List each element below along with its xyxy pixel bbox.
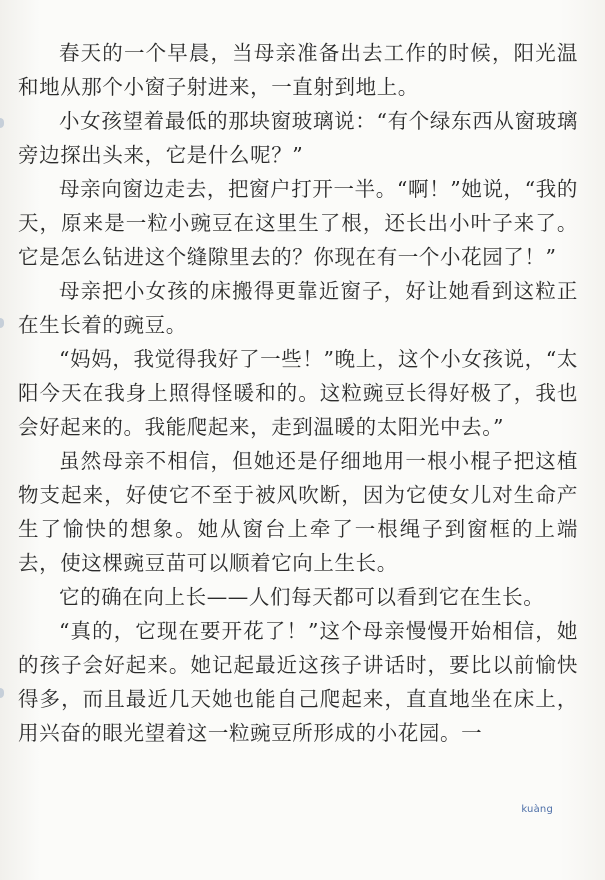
margin-binding-mark	[0, 318, 4, 328]
story-text	[18, 36, 578, 750]
margin-binding-mark	[0, 118, 4, 128]
paragraph: 虽然母亲不相信，但她还是仔细地用一根小棍子把这植物支起来，好使它不至于被风吹断，因为它使女儿对生命产生了愉快的想象。她从窗台上牵了一根绳子到窗框的上端去，使这棵豌豆苗可以顺着它向上生长。	[18, 449, 578, 575]
paragraph: 春天的一个早晨，当母亲准备出去工作的时候，阳光温和地从那个小窗子射进来，一直射到地上。	[18, 41, 578, 99]
paragraph: 母亲把小女孩的床搬得更靠近窗子，好让她看到这粒正在生长着的豌豆。	[18, 279, 578, 337]
pinyin-annotation: kuàng	[521, 804, 553, 815]
paragraph: “真的，它现在要开花了！”这个母亲慢慢开始相信，她的孩子会好起来。她记起最近这孩子讲话时，要比以前愉快得多，而且最近几天她也能自己爬起来，直直地坐在床上，用兴奋的眼光望着这一粒豌豆所形成的小花园。一	[18, 619, 578, 745]
margin-binding-mark	[0, 688, 4, 698]
paragraph: 小女孩望着最低的那块窗玻璃说：“有个绿东西从窗玻璃旁边探出头来，它是什么呢？”	[18, 109, 578, 167]
paragraph: “妈妈，我觉得我好了一些！”晚上，这个小女孩说，“太阳今天在我身上照得怪暖和的。这粒豌豆长得好极了，我也会好起来的。我能爬起来，走到温暖的太阳光中去。”	[18, 347, 578, 439]
paragraph: 母亲向窗边走去，把窗户打开一半。“啊！”她说，“我的天，原来是一粒小豌豆在这里生了根，还长出小叶子来了。它是怎么钻进这个缝隙里去的？你现在有一个小花园了！”	[18, 177, 578, 269]
paragraph: 它的确在向上长——人们每天都可以看到它在生长。	[59, 585, 545, 609]
